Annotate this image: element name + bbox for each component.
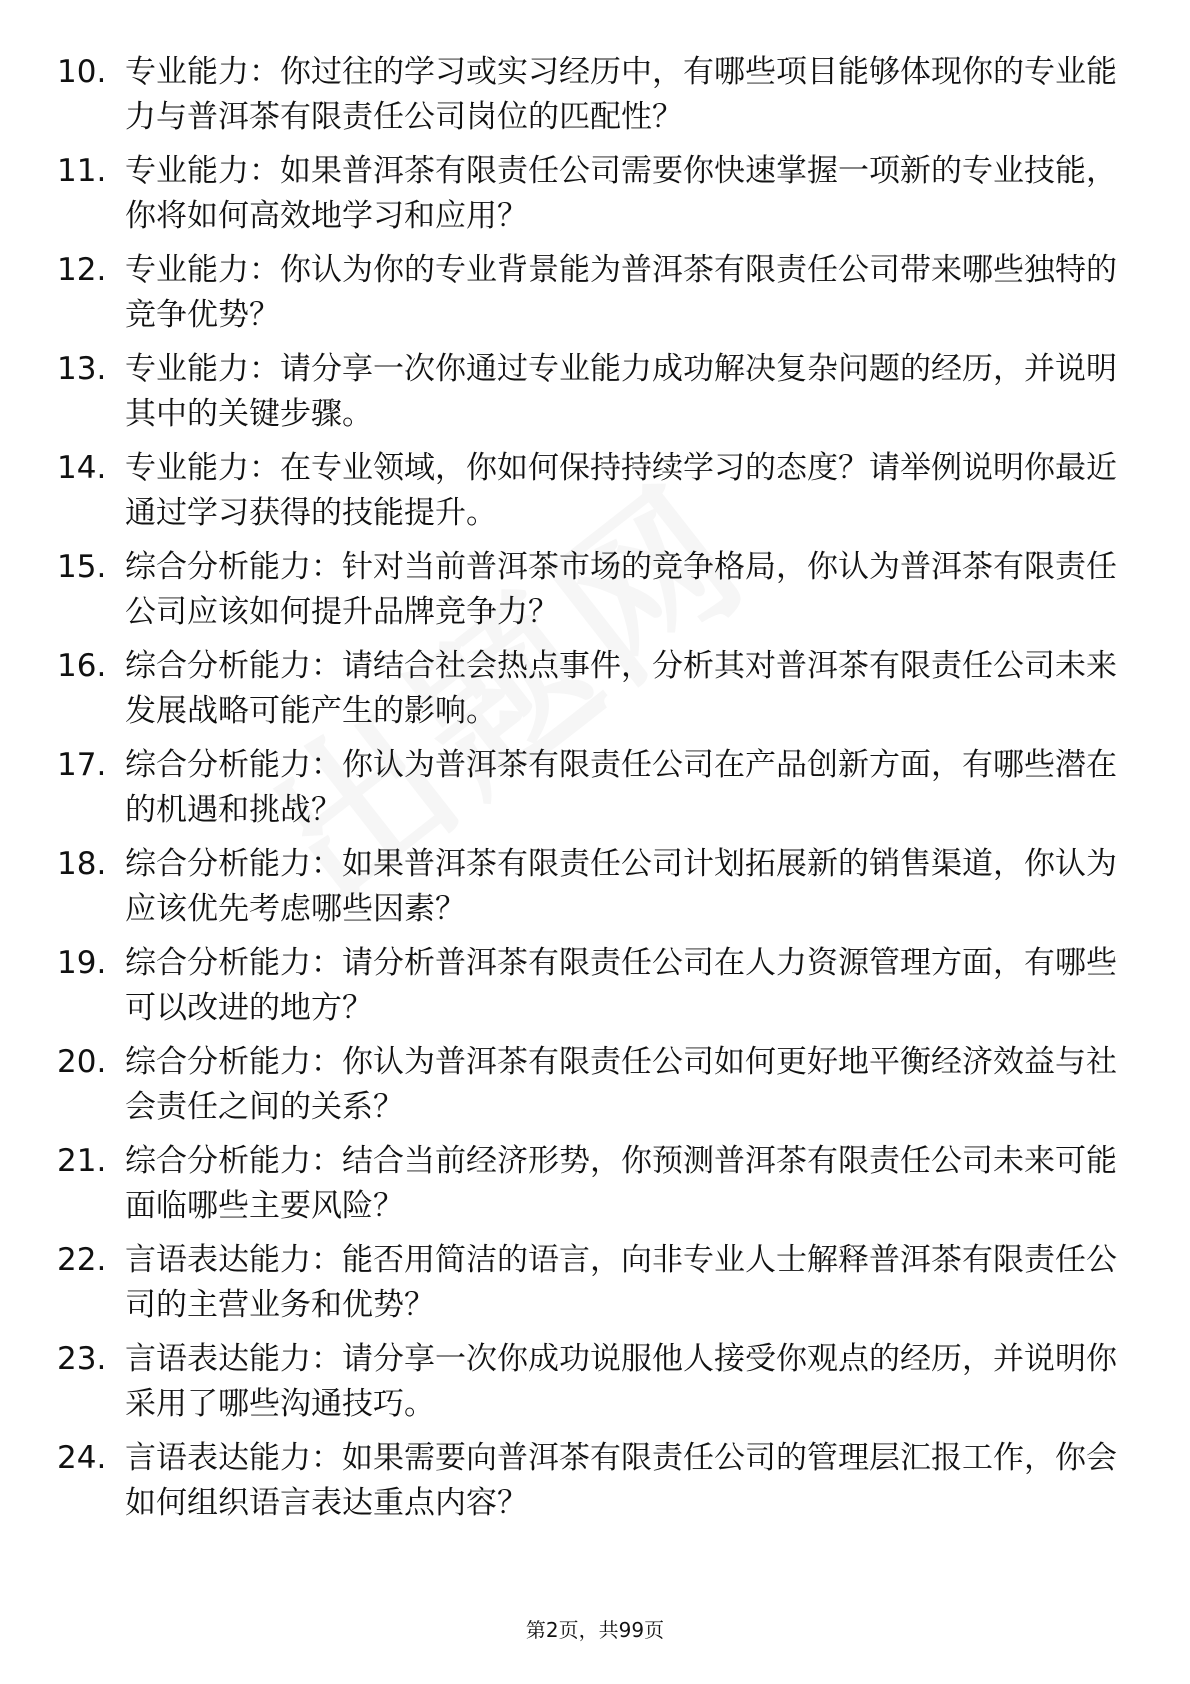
page-number: 第2页，共99页	[525, 1618, 665, 1642]
list-item	[57, 1040, 1137, 1130]
question-text: 言语表达能力：如果需要向普洱茶有限责任公司的管理层汇报工作，你会如何组织语言表达重点内容？	[125, 1440, 1117, 1521]
question-text: 言语表达能力：请分享一次你成功说服他人接受你观点的经历，并说明你采用了哪些沟通技巧。	[125, 1341, 1117, 1422]
list-item	[57, 1139, 1137, 1229]
question-number: 20.	[57, 1044, 107, 1080]
question-text: 综合分析能力：请结合社会热点事件，分析其对普洱茶有限责任公司未来发展战略可能产生的影响。	[125, 648, 1117, 729]
question-number: 21.	[57, 1143, 107, 1179]
question-number: 19.	[57, 945, 107, 981]
question-number: 22.	[57, 1242, 107, 1278]
question-text: 专业能力：你认为你的专业背景能为普洱茶有限责任公司带来哪些独特的竞争优势？	[125, 252, 1117, 333]
question-text: 综合分析能力：针对当前普洱茶市场的竞争格局，你认为普洱茶有限责任公司应该如何提升品牌竞争力？	[125, 549, 1117, 630]
list-item	[57, 248, 1137, 338]
question-text: 专业能力：在专业领域，你如何保持持续学习的态度？请举例说明你最近通过学习获得的技能提升。	[125, 450, 1117, 531]
list-item	[57, 446, 1137, 536]
question-number: 12.	[57, 252, 107, 288]
question-text: 综合分析能力：如果普洱茶有限责任公司计划拓展新的销售渠道，你认为应该优先考虑哪些因素？	[125, 846, 1117, 927]
list-item	[57, 50, 1137, 140]
list-item	[57, 941, 1137, 1031]
list-item	[57, 545, 1137, 635]
list-item	[57, 842, 1137, 932]
list-item	[57, 644, 1137, 734]
question-text: 综合分析能力：请分析普洱茶有限责任公司在人力资源管理方面，有哪些可以改进的地方？	[125, 945, 1117, 1026]
list-item	[57, 1436, 1137, 1526]
question-number: 17.	[57, 747, 107, 783]
list-item	[57, 149, 1137, 239]
question-text: 综合分析能力：你认为普洱茶有限责任公司在产品创新方面，有哪些潜在的机遇和挑战？	[125, 747, 1117, 828]
list-item	[57, 347, 1137, 437]
question-number: 14.	[57, 450, 107, 486]
question-text: 专业能力：你过往的学习或实习经历中，有哪些项目能够体现你的专业能力与普洱茶有限责任公司岗位的匹配性？	[125, 54, 1117, 135]
question-text: 综合分析能力：结合当前经济形势，你预测普洱茶有限责任公司未来可能面临哪些主要风险？	[125, 1143, 1117, 1224]
question-text: 言语表达能力：能否用简洁的语言，向非专业人士解释普洱茶有限责任公司的主营业务和优势？	[125, 1242, 1117, 1323]
question-number: 16.	[57, 648, 107, 684]
question-number: 23.	[57, 1341, 107, 1377]
question-number: 24.	[57, 1440, 107, 1476]
list-item	[57, 743, 1137, 833]
question-number: 13.	[57, 351, 107, 387]
page-footer	[0, 1614, 1190, 1643]
question-text: 专业能力：如果普洱茶有限责任公司需要你快速掌握一项新的专业技能，你将如何高效地学习和应用？	[125, 153, 1117, 234]
question-list	[57, 50, 1137, 1535]
question-number: 11.	[57, 153, 107, 189]
question-number: 10.	[57, 54, 107, 90]
question-number: 15.	[57, 549, 107, 585]
list-item	[57, 1238, 1137, 1328]
list-item	[57, 1337, 1137, 1427]
question-text: 综合分析能力：你认为普洱茶有限责任公司如何更好地平衡经济效益与社会责任之间的关系？	[125, 1044, 1117, 1125]
question-text: 专业能力：请分享一次你通过专业能力成功解决复杂问题的经历，并说明其中的关键步骤。	[125, 351, 1117, 432]
question-number: 18.	[57, 846, 107, 882]
